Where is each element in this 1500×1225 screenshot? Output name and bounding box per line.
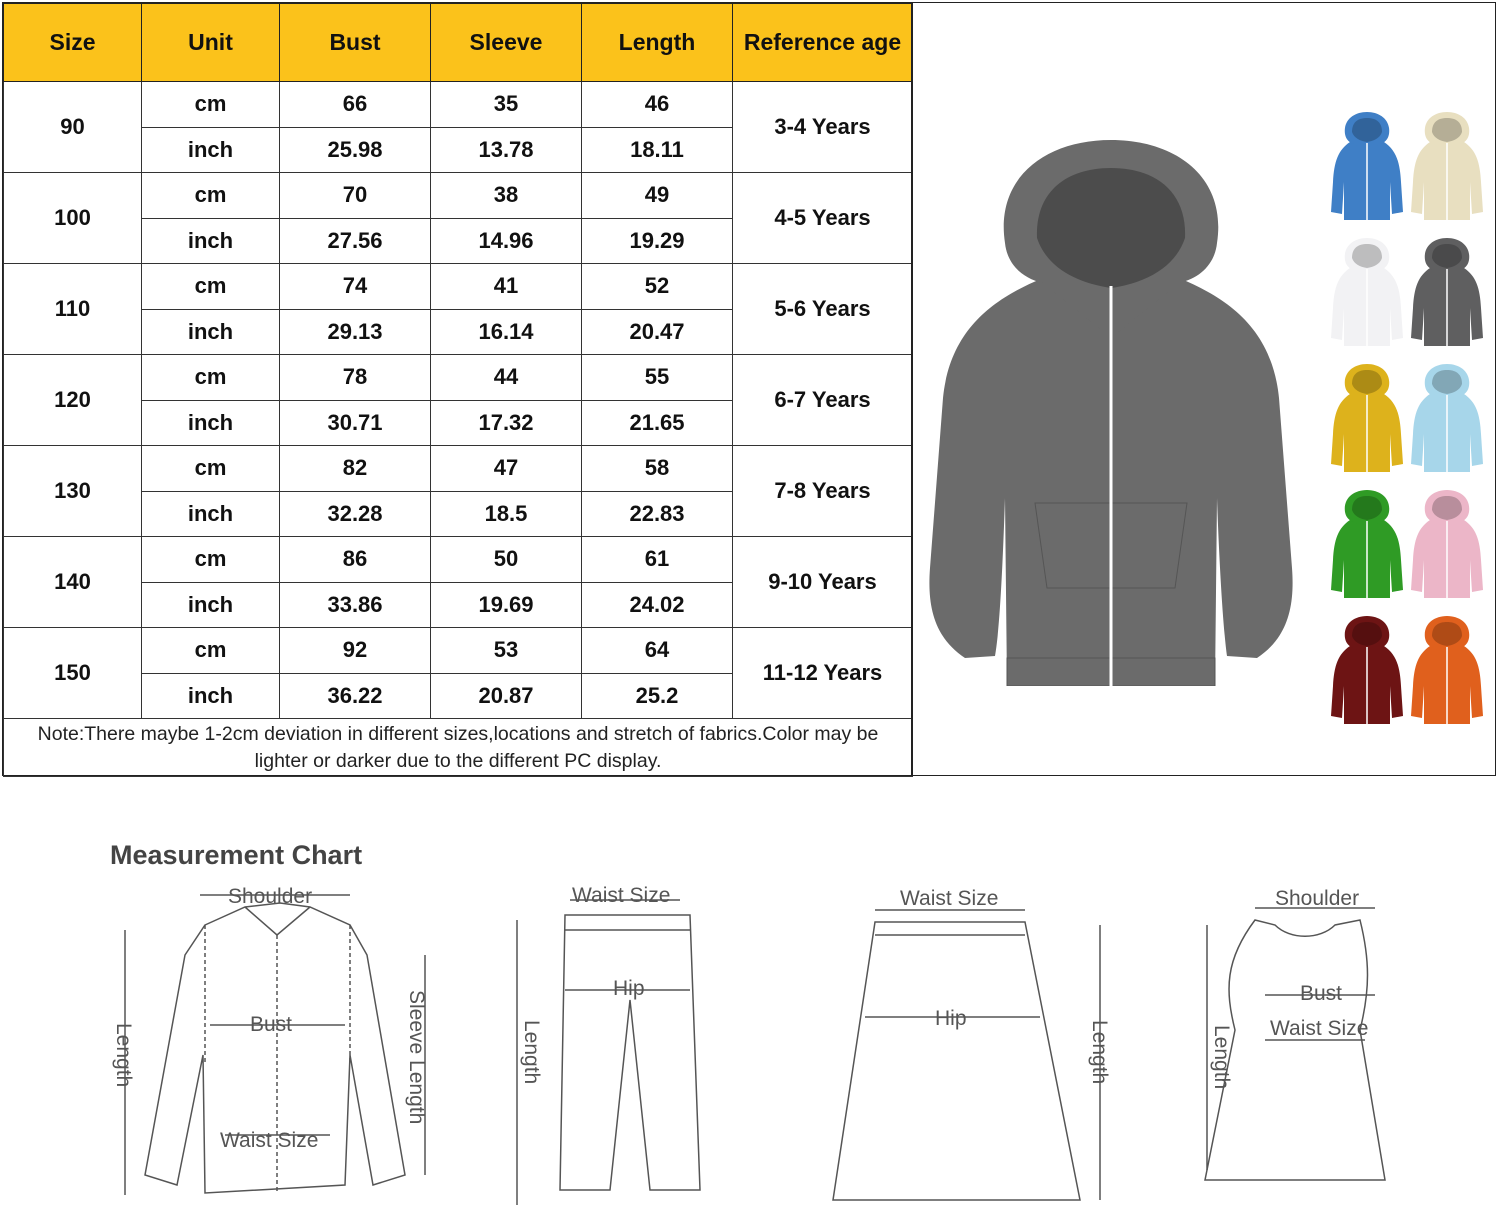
header-reference-age: Reference age xyxy=(733,4,913,82)
shirt-waist-label: Waist Size xyxy=(220,1129,319,1152)
size-cell: 120 xyxy=(4,355,142,446)
bust-cell: 86 xyxy=(280,537,431,583)
length-cell: 21.65 xyxy=(582,400,733,446)
bust-cell: 74 xyxy=(280,264,431,310)
skirt-diagram xyxy=(825,880,1125,1210)
pants-waist-label: Waist Size xyxy=(572,884,671,907)
header-sleeve: Sleeve xyxy=(431,4,582,82)
header-size: Size xyxy=(4,4,142,82)
table-header-row xyxy=(4,4,913,82)
table-row xyxy=(4,82,913,128)
sleeve-cell: 13.78 xyxy=(431,127,582,173)
unit-cell: cm xyxy=(142,173,280,219)
table-row xyxy=(4,446,913,492)
shirt-diagram xyxy=(105,875,435,1210)
reference-age-cell: 5-6 Years xyxy=(733,264,913,355)
unit-cell: inch xyxy=(142,400,280,446)
header-length: Length xyxy=(582,4,733,82)
table-row xyxy=(4,628,913,674)
length-cell: 58 xyxy=(582,446,733,492)
sleeve-cell: 47 xyxy=(431,446,582,492)
length-cell: 61 xyxy=(582,537,733,583)
length-cell: 25.2 xyxy=(582,673,733,719)
measurement-chart-title: Measurement Chart xyxy=(110,840,363,870)
sleeve-cell: 19.69 xyxy=(431,582,582,628)
shirt-bust-label: Bust xyxy=(250,1013,293,1036)
length-cell: 22.83 xyxy=(582,491,733,537)
shirt-shoulder-label: Shoulder xyxy=(228,885,313,908)
hoodie-swatch xyxy=(1410,112,1484,220)
length-cell: 18.11 xyxy=(582,127,733,173)
bust-cell: 82 xyxy=(280,446,431,492)
bust-cell: 36.22 xyxy=(280,673,431,719)
sleeve-cell: 35 xyxy=(431,82,582,128)
bust-cell: 25.98 xyxy=(280,127,431,173)
length-cell: 49 xyxy=(582,173,733,219)
sleeve-cell: 16.14 xyxy=(431,309,582,355)
sleeve-cell: 50 xyxy=(431,537,582,583)
unit-cell: inch xyxy=(142,218,280,264)
note-row xyxy=(4,719,913,777)
sleeve-cell: 20.87 xyxy=(431,673,582,719)
unit-cell: cm xyxy=(142,82,280,128)
hoodie-swatch xyxy=(1410,490,1484,598)
sleeve-cell: 44 xyxy=(431,355,582,401)
reference-age-cell: 4-5 Years xyxy=(733,173,913,264)
skirt-waist-label: Waist Size xyxy=(900,887,999,910)
hoodie-swatch xyxy=(1330,364,1404,472)
unit-cell: inch xyxy=(142,127,280,173)
length-cell: 55 xyxy=(582,355,733,401)
hoodie-swatch xyxy=(1410,364,1484,472)
size-cell: 100 xyxy=(4,173,142,264)
length-cell: 64 xyxy=(582,628,733,674)
table-row xyxy=(4,264,913,310)
sleeve-cell: 38 xyxy=(431,173,582,219)
table-row xyxy=(4,537,913,583)
sleeve-cell: 53 xyxy=(431,628,582,674)
sleeve-cell: 17.32 xyxy=(431,400,582,446)
table-row xyxy=(4,173,913,219)
unit-cell: cm xyxy=(142,537,280,583)
reference-age-cell: 7-8 Years xyxy=(733,446,913,537)
hoodie-swatch xyxy=(1330,238,1404,346)
note-text: Note:There maybe 1-2cm deviation in different sizes,locations and stretch of fabrics.Color may be lighter or darker due to the different PC display. xyxy=(4,719,913,777)
size-cell: 150 xyxy=(4,628,142,719)
bust-cell: 29.13 xyxy=(280,309,431,355)
dress-shoulder-label: Shoulder xyxy=(1275,887,1360,910)
unit-cell: inch xyxy=(142,582,280,628)
size-cell: 110 xyxy=(4,264,142,355)
bust-cell: 33.86 xyxy=(280,582,431,628)
reference-age-cell: 3-4 Years xyxy=(733,82,913,173)
skirt-hip-label: Hip xyxy=(935,1007,967,1030)
hoodie-main-image xyxy=(925,138,1297,686)
pants-hip-label: Hip xyxy=(613,977,645,1000)
sleeve-cell: 41 xyxy=(431,264,582,310)
reference-age-cell: 6-7 Years xyxy=(733,355,913,446)
pants-length-label: Length xyxy=(520,1020,543,1085)
hoodie-swatch xyxy=(1330,490,1404,598)
dress-length-label: Length xyxy=(1210,1025,1233,1090)
bust-cell: 30.71 xyxy=(280,400,431,446)
dress-bust-label: Bust xyxy=(1300,982,1343,1005)
unit-cell: inch xyxy=(142,673,280,719)
bust-cell: 32.28 xyxy=(280,491,431,537)
hoodie-swatch xyxy=(1410,238,1484,346)
unit-cell: cm xyxy=(142,264,280,310)
sleeve-cell: 14.96 xyxy=(431,218,582,264)
length-cell: 46 xyxy=(582,82,733,128)
length-cell: 20.47 xyxy=(582,309,733,355)
header-bust: Bust xyxy=(280,4,431,82)
panel-divider xyxy=(911,2,913,776)
size-cell: 130 xyxy=(4,446,142,537)
bust-cell: 27.56 xyxy=(280,218,431,264)
unit-cell: cm xyxy=(142,355,280,401)
bust-cell: 92 xyxy=(280,628,431,674)
bust-cell: 66 xyxy=(280,82,431,128)
unit-cell: inch xyxy=(142,309,280,355)
shirt-length-label: Length xyxy=(112,1023,135,1088)
size-table xyxy=(3,3,913,777)
hoodie-swatch xyxy=(1330,616,1404,724)
length-cell: 52 xyxy=(582,264,733,310)
sleeve-cell: 18.5 xyxy=(431,491,582,537)
shirt-sleeve-label: Sleeve Length xyxy=(405,990,428,1125)
size-cell: 90 xyxy=(4,82,142,173)
reference-age-cell: 9-10 Years xyxy=(733,537,913,628)
dress-waist-label: Waist Size xyxy=(1270,1017,1369,1040)
skirt-length-label: Length xyxy=(1088,1020,1111,1085)
reference-age-cell: 11-12 Years xyxy=(733,628,913,719)
table-row xyxy=(4,355,913,401)
unit-cell: cm xyxy=(142,446,280,492)
length-cell: 19.29 xyxy=(582,218,733,264)
unit-cell: cm xyxy=(142,628,280,674)
size-table-body xyxy=(4,82,913,719)
length-cell: 24.02 xyxy=(582,582,733,628)
dress-diagram xyxy=(1195,880,1395,1210)
bust-cell: 78 xyxy=(280,355,431,401)
unit-cell: inch xyxy=(142,491,280,537)
size-cell: 140 xyxy=(4,537,142,628)
pants-diagram xyxy=(505,880,705,1210)
hoodie-swatch xyxy=(1330,112,1404,220)
hoodie-swatch xyxy=(1410,616,1484,724)
header-unit: Unit xyxy=(142,4,280,82)
bust-cell: 70 xyxy=(280,173,431,219)
